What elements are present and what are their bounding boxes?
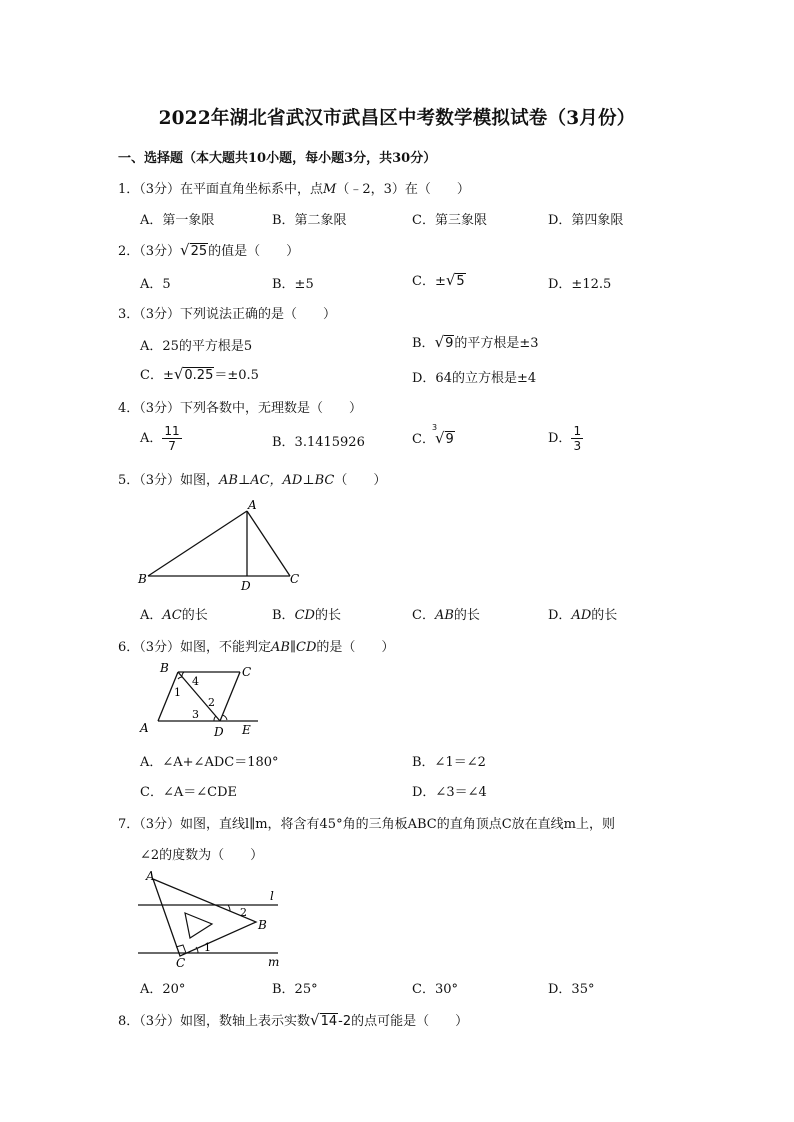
label-E: E [242,723,251,737]
question-1-option-c: C．第三象限 [412,213,487,228]
question-4-option-a: A． $\frac{11}{7}$ [140,424,180,453]
label-B: B [258,918,267,932]
angle-label-4: 4 [192,675,199,688]
question-5-option-a: A．AC的长 [140,608,208,623]
section-heading: 一、选择题（本大题共10小题，每小题3分，共30分） [118,151,437,166]
question-3-option-a: A．25的平方根是5 [140,339,253,354]
question-3-option-c: C．±√0.25＝±0.5 [140,365,259,383]
question-4-stem: 4．（3分）下列各数中，无理数是（ ） [118,401,363,416]
label-m: m [268,955,280,969]
question-2-option-b: B．±5 [272,277,314,292]
angle-label-3: 3 [192,708,199,721]
question-7-figure [138,866,298,971]
label-C: C [242,665,252,679]
question-7-option-c: C．30° [412,982,458,997]
question-5-option-c: C．AB的长 [412,608,480,623]
question-3-stem: 3．（3分）下列说法正确的是（ ） [118,307,337,322]
question-5-figure [130,495,310,595]
angle-label-2: 2 [240,906,247,919]
question-4-option-c: C． 3 √9 [412,423,454,447]
angle-label-1: 1 [204,941,211,954]
question-2-stem: 2．（3分）√25的值是（ ） [118,241,300,259]
label-D: D [214,725,224,739]
question-1-option-d: D．第四象限 [548,213,624,228]
question-4-option-b: B．3.1415926 [272,435,365,450]
sqrt-25: √25 [180,241,208,259]
angle-label-2: 2 [208,696,215,709]
question-1-stem: 1．（3分）在平面直角坐标系中，点M（﹣2，3）在（ ） [118,182,470,197]
label-D: D [241,579,251,593]
question-1-option-b: B．第二象限 [272,213,347,228]
question-2-option-c: C．±√5 [412,271,465,289]
question-5-option-d: D．AD的长 [548,608,618,623]
question-7-option-b: B．25° [272,982,318,997]
question-5-option-b: B．CD的长 [272,608,341,623]
question-6-option-b: B．∠1＝∠2 [412,755,486,770]
question-3-option-d: D．64的立方根是±4 [412,371,537,386]
question-6-figure [134,660,274,740]
question-4-option-d: D． $\frac{1}{3}$ [548,424,582,453]
label-A: A [140,721,149,735]
question-7-stem-line-2: ∠2的度数为（ ） [140,848,264,863]
label-C: C [290,572,300,586]
question-1-option-a: A．第一象限 [140,213,215,228]
question-6-stem: 6．（3分）如图，不能判定AB∥CD的是（ ） [118,640,395,655]
label-C: C [176,956,186,970]
label-A: A [146,869,155,883]
question-6-option-d: D．∠3＝∠4 [412,785,487,800]
label-B: B [160,661,169,675]
label-l: l [270,889,274,903]
label-A: A [248,498,257,512]
angle-label-1: 1 [174,686,181,699]
question-7-stem-line-1: 7．（3分）如图，直线l∥m，将含有45°角的三角板ABC的直角顶点C放在直线m上，则 [118,817,615,832]
question-2-option-d: D．±12.5 [548,277,612,292]
question-6-option-a: A．∠A+∠ADC＝180° [140,755,279,770]
page-title: 2022年湖北省武汉市武昌区中考数学模拟试卷（3月份） [158,108,636,129]
question-6-option-c: C．∠A＝∠CDE [140,785,237,800]
question-3-option-b: B．√9的平方根是±3 [412,333,539,351]
question-7-option-d: D．35° [548,982,595,997]
question-8-stem: 8．（3分）如图，数轴上表示实数√14-2的点可能是（ ） [118,1011,469,1029]
label-B: B [138,572,147,586]
question-2-option-a: A．5 [140,277,171,292]
question-7-option-a: A．20° [140,982,186,997]
question-5-stem: 5．（3分）如图，AB⊥AC，AD⊥BC（ ） [118,473,387,488]
